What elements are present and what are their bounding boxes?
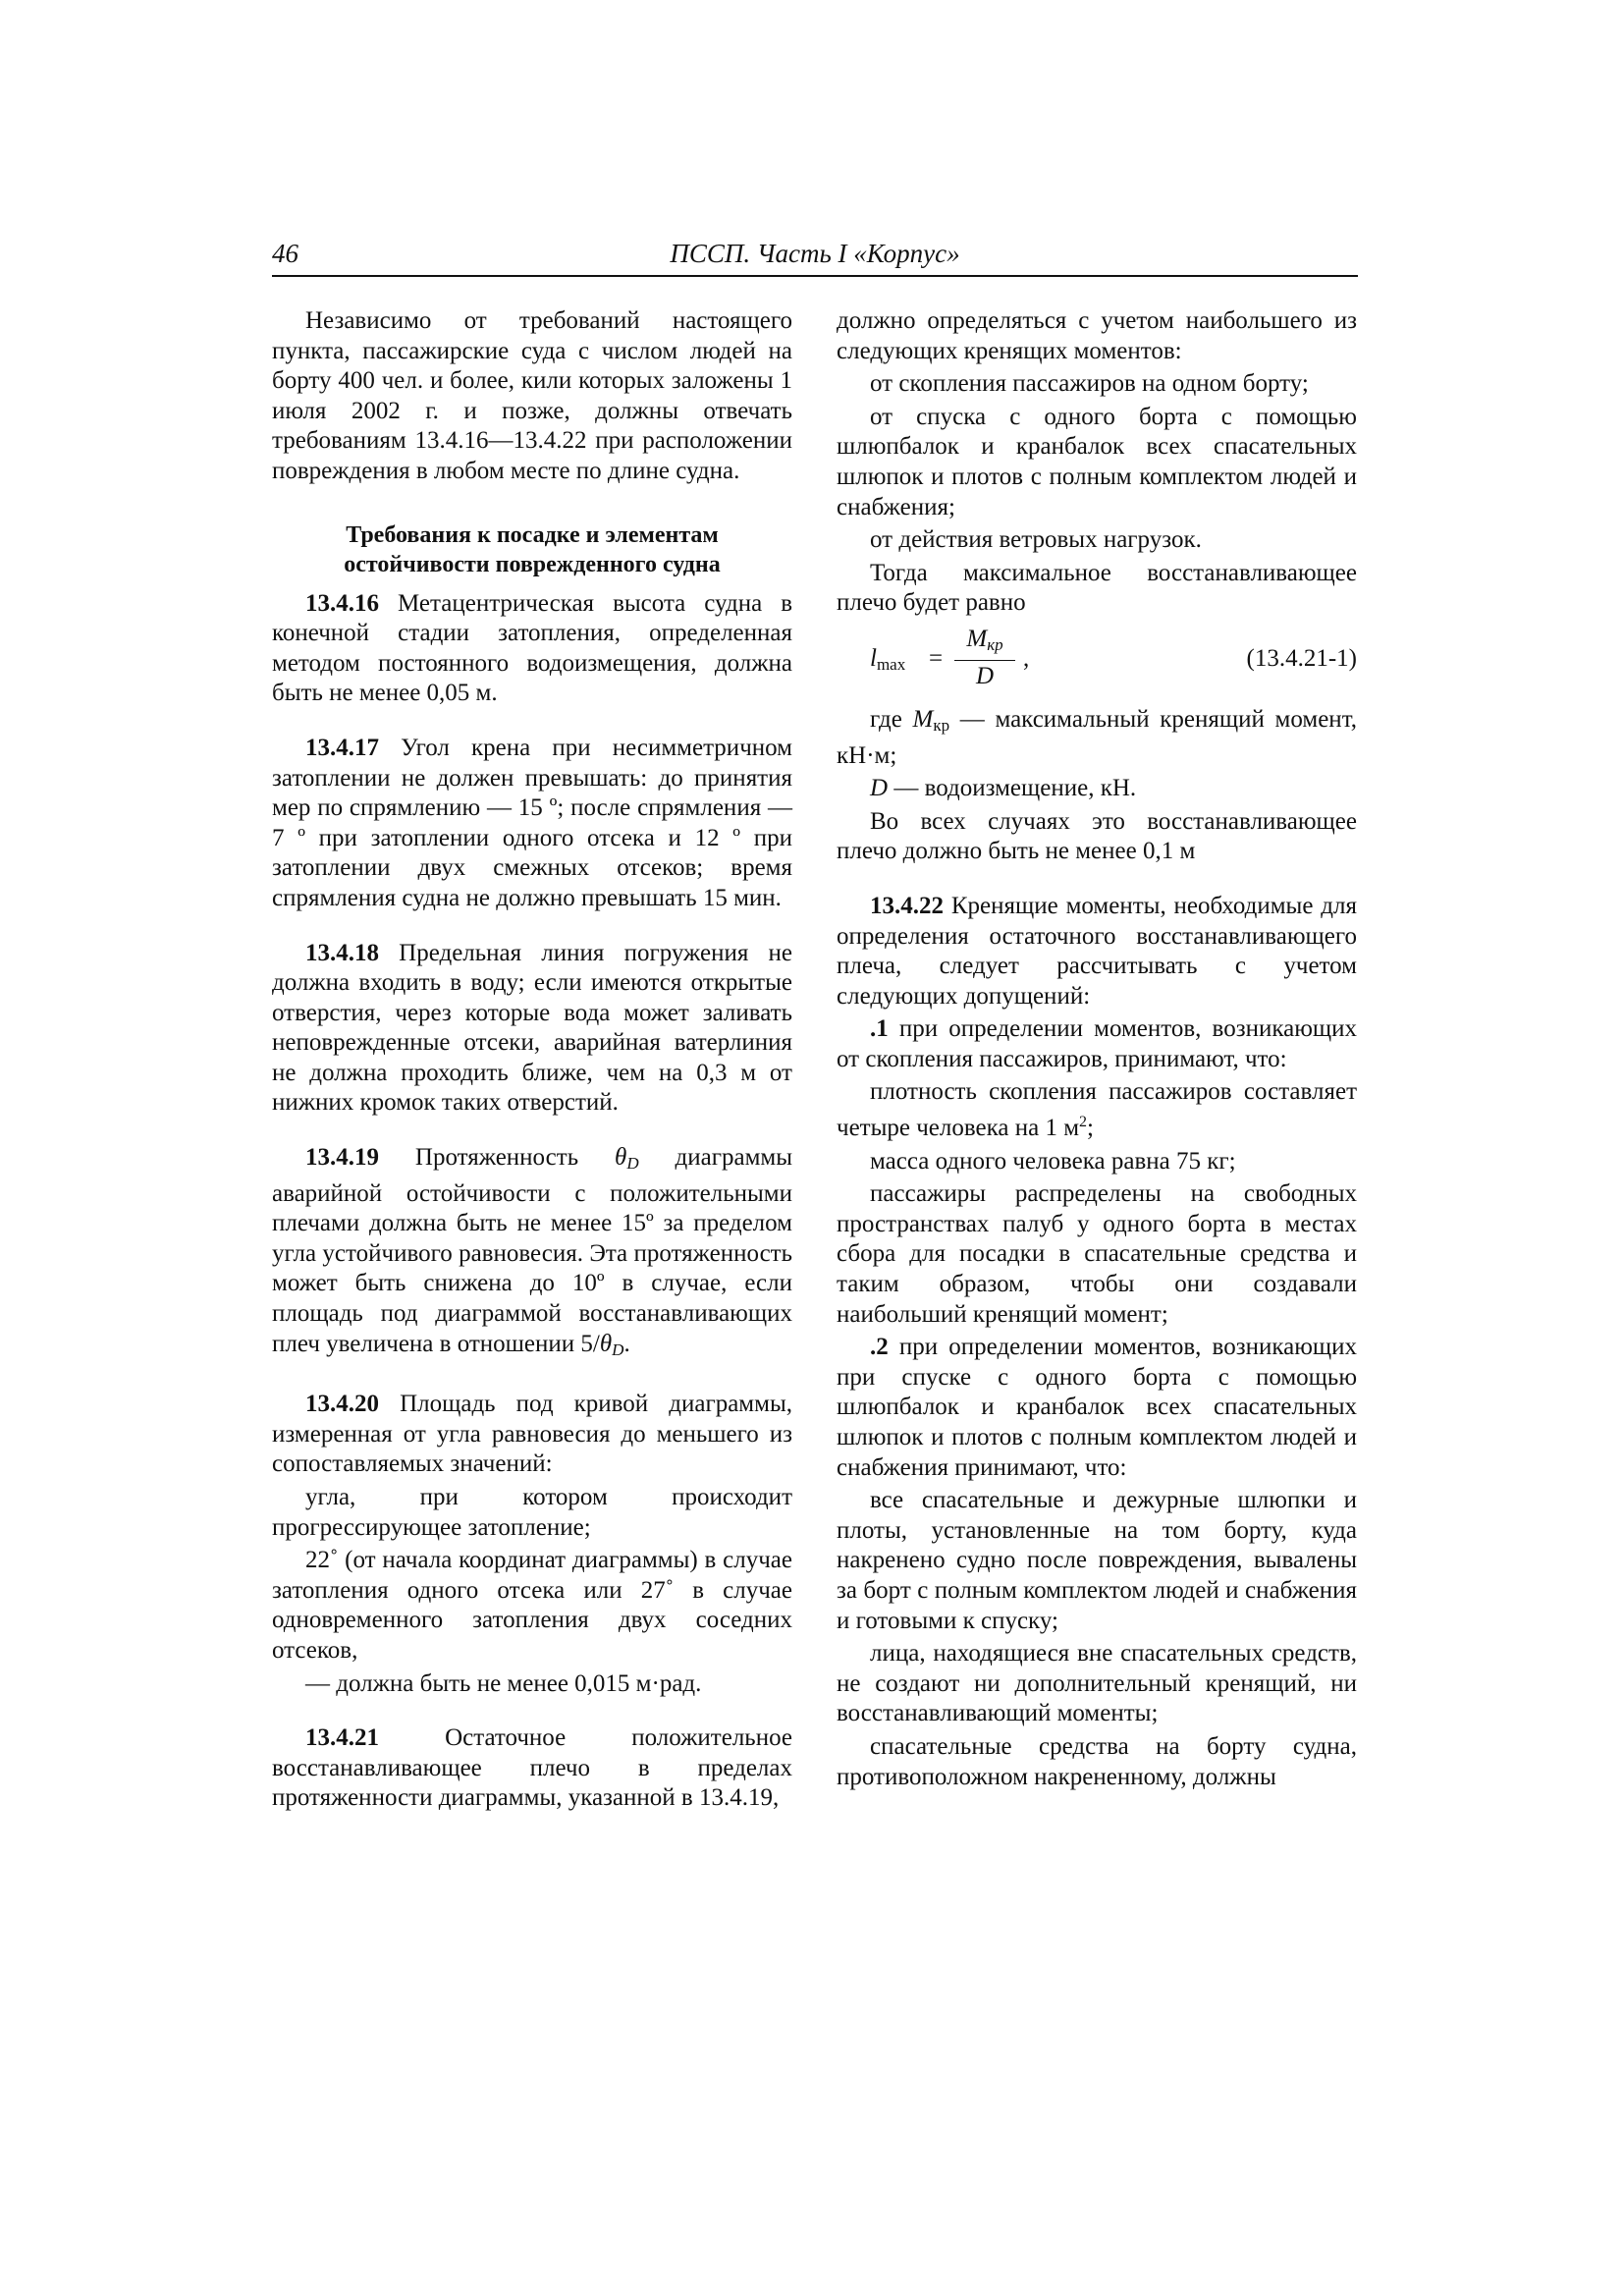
subitem-2: .2 при определении моментов, возникающих при спуске с одного борта с помощью шлюпбалок и кранбалок всех спасательных шлюпок и плотов с полным комплектом людей и снабжения принимают, что: — [837, 1334, 1357, 1481]
formula-number: (13.4.21-1) — [1246, 644, 1357, 672]
intro-paragraph: Независимо от требований настоящего пункта, пассажирские суда с числом людей на борту 400 чел. и более, кили которых заложены 1 июля 2002 г. и позже, должны отвечать требованиям 13.4.16—13.4.22 при расположении повреждения в любом месте по длине судна. — [272, 307, 792, 484]
list-item: плотность скопления пассажиров составляет четыре человека на 1 $м^2$; — [837, 1078, 1357, 1142]
paragraph-13-4-19: 13.4.19 Протяженность $\theta_D$ диаграммы аварийной остойчивости с положительными плечами должна быть не менее 15º за пределом угла устойчивого равновесия. Эта протяженность может быть снижена до 10º в случае, если площадь под диаграммой восстанавливающих плеч увеличена в отношении $5/\theta_D$. — [272, 1144, 793, 1359]
list-item: лица, находящиеся вне спасательных средств, не создают ни дополнительный кренящий, ни восстанавливающий моменты; — [837, 1640, 1357, 1727]
list-item: от спуска с одного борта с помощью шлюпбалок и кранбалок всех спасательных шлюпок и плотов с полным комплектом людей и снабжения; — [837, 403, 1357, 520]
subitem-1: .1 при определении моментов, возникающих от скопления пассажиров, принимают, что: — [837, 1015, 1357, 1072]
page-header — [272, 236, 1358, 277]
list-item: все спасательные и дежурные шлюпки и плоты, установленные на том борту, куда накренено судно после повреждения, вывалены за борт с полным комплектом людей и снабжения и готовыми к спуску; — [837, 1487, 1357, 1634]
running-title: ПССП. Часть I «Корпус» — [670, 239, 960, 268]
paragraph-13-4-22: 13.4.22 Кренящие моменты, необходимые для определения остаточного восстанавливающего плеча, следует рассчитывать с учетом следующих допущений: — [837, 892, 1357, 1010]
paragraph-13-4-21: 13.4.21 Остаточное положительное восстанавливающее плечо в пределах протяженности диаграммы, указанной в 13.4.19, — [272, 1724, 792, 1812]
list-item: от действия ветровых нагрузок. — [870, 526, 1202, 554]
where-clause: где $M_{кр}$ — максимальный кренящий момент, кН·м; — [837, 705, 1357, 769]
list-item: спасательные средства на борту судна, противоположном накрененному, должны — [837, 1732, 1357, 1790]
list-item: 22˚ (от начала координат диаграммы) в случае затопления одного отсека или 27˚ в случае одновременного затопления двух соседних отсеков, — [272, 1547, 792, 1664]
list-item: масса одного человека равна 75 кг; — [870, 1147, 1236, 1175]
list-item: угла, при котором происходит прогрессирующее затопление; — [272, 1484, 792, 1541]
paragraph-13-4-16: 13.4.16 Метацентрическая высота судна в конечной стадии затопления, определенная методом постоянного водоизмещения, должна быть не менее 0,05 м. — [272, 589, 792, 707]
list-item: пассажиры распределены на свободных пространствах палуб у одного борта в местах сбора для посадки в спасательные средства и таким образом, чтобы они создавали наибольший кренящий момент; — [837, 1180, 1357, 1328]
where-clause-d: D — водоизмещение, кН. — [870, 775, 1137, 802]
list-item: — должна быть не менее 0,015 м·рад. — [305, 1669, 702, 1697]
continued-paragraph: должно определяться с учетом наибольшего из следующих кренящих моментов: — [837, 307, 1357, 364]
list-item: от скопления пассажиров на одном борту; — [870, 370, 1309, 398]
formula-13-4-21-1: $l_{max}$ = $M_{кр}$ D , (13.4.21-1) — [837, 625, 1357, 697]
all-cases-paragraph: Во всех случаях это восстанавливающее плечо должно быть не менее 0,1 м — [837, 807, 1357, 865]
left-column — [272, 306, 792, 1817]
paragraph-13-4-18: 13.4.18 Предельная линия погружения не должна входить в воду; если имеются открытые отверстия, через которые вода может заливать неповрежденные отсеки, аварийная ватерлиния не должна проходить ближе, чем на 0,3 м от нижних кромок таких отверстий. — [272, 939, 792, 1117]
section-heading: Требования к посадке и элементам остойчивости поврежденного судна — [344, 521, 721, 577]
paragraph-13-4-20: 13.4.20 Площадь под кривой диаграммы, измеренная от угла равновесия до меньшего из сопоставляемых значений: — [272, 1391, 792, 1478]
right-column — [837, 306, 1357, 1795]
page-number: 46 — [272, 239, 298, 268]
formula-intro: Тогда максимальное восстанавливающее плечо будет равно — [837, 559, 1357, 617]
fraction: $M_{кр}$ D — [954, 625, 1015, 692]
paragraph-13-4-17: 13.4.17 Угол крена при несимметричном затоплении не должен превышать: до принятия мер по спрямлению — 15 º; после спрямления — 7 º при затоплении одного отсека и 12 º при затоплении двух смежных отсеков; время спрямления судна не должно превышать 15 мин. — [272, 734, 792, 911]
